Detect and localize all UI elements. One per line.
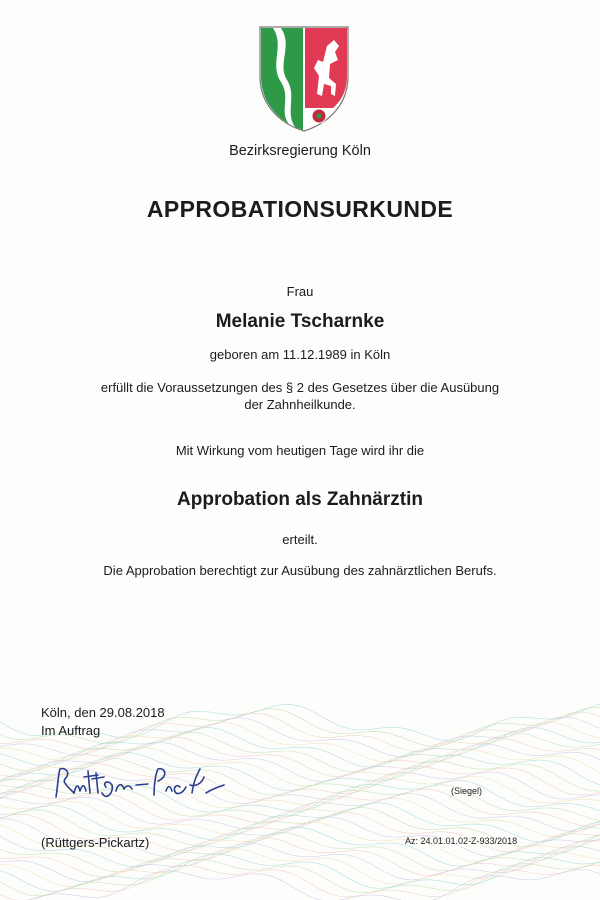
handwritten-signature-icon (52, 763, 227, 805)
guilloche-line (0, 869, 600, 900)
requirements-text-line1: erfüllt die Voraussetzungen des § 2 des Gesetzes über die Ausübung (100, 380, 500, 395)
nrw-coat-of-arms-icon (257, 24, 351, 134)
on-behalf-label: Im Auftrag (41, 723, 101, 738)
place-and-date: Köln, den 29.08.2018 (41, 705, 165, 720)
entitlement-text: Die Approbation berechtigt zur Ausübung des zahnärztlichen Berufs. (103, 563, 497, 578)
document-title: APPROBATIONSURKUNDE (146, 196, 454, 222)
signer-name: (Rüttgers-Pickartz) (41, 835, 150, 850)
reference-number: Az: 24.01.01.02-Z-933/2018 (405, 836, 518, 846)
salutation: Frau (286, 284, 314, 299)
recipient-name: Melanie Tscharnke (215, 311, 385, 332)
birth-info: geboren am 11.12.1989 in Köln (209, 347, 391, 362)
requirements-text-line2: der Zahnheilkunde. (244, 397, 356, 412)
guilloche-line (0, 854, 600, 891)
approbation-title: Approbation als Zahnärztin (177, 489, 423, 510)
seal-label: (Siegel) (451, 786, 483, 796)
issuing-authority: Bezirksregierung Köln (229, 143, 371, 159)
granted-text: erteilt. (282, 532, 318, 547)
effect-text: Mit Wirkung vom heutigen Tage wird ihr die (175, 443, 425, 458)
